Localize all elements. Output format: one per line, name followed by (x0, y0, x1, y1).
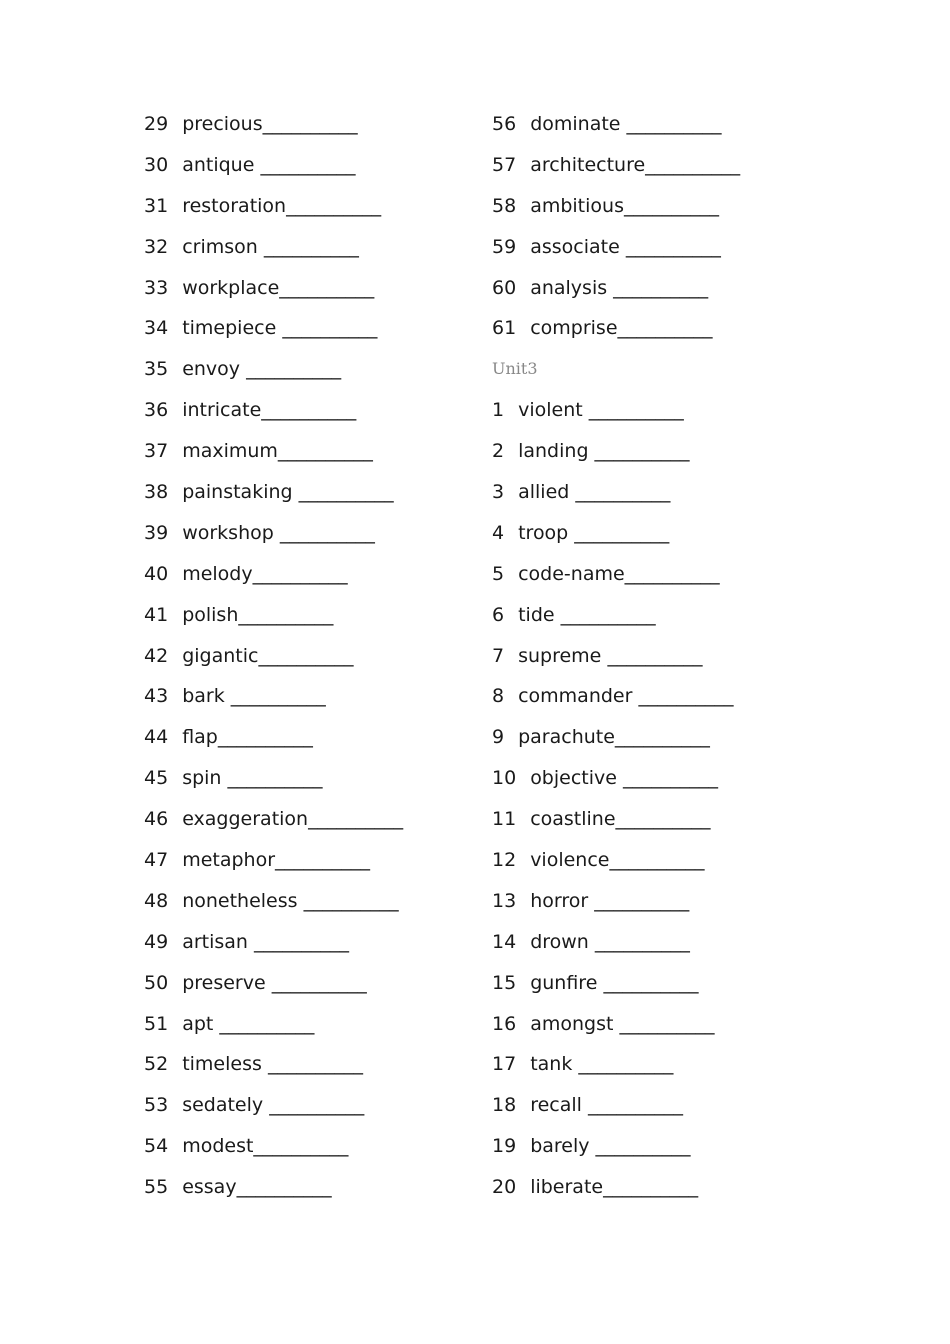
item-number: 13 (492, 889, 517, 912)
vocab-item-1 (492, 390, 822, 431)
answer-blank[interactable]: __________ (603, 971, 699, 994)
item-number: 6 (492, 603, 505, 626)
vocab-item-35 (144, 349, 474, 390)
item-number: 44 (144, 726, 169, 749)
answer-blank[interactable]: __________ (560, 603, 656, 626)
answer-blank[interactable]: __________ (625, 235, 721, 258)
item-number: 50 (144, 971, 169, 994)
item-word: parachute (518, 726, 615, 749)
item-number: 36 (144, 399, 169, 422)
vocab-item-36 (144, 390, 474, 431)
item-number: 1 (492, 399, 505, 422)
item-word: tide (518, 603, 555, 626)
item-word: workplace (182, 276, 280, 299)
right-column (492, 104, 822, 1208)
answer-blank[interactable]: __________ (279, 276, 375, 299)
left-column (144, 104, 474, 1208)
item-number: 4 (492, 521, 505, 544)
item-word: comprise (530, 317, 618, 340)
vocab-item-60 (492, 268, 822, 309)
item-number: 34 (144, 317, 169, 340)
vocab-item-16 (492, 1004, 822, 1045)
item-word: gigantic (182, 644, 259, 667)
answer-blank[interactable]: __________ (227, 767, 323, 790)
item-number: 38 (144, 481, 169, 504)
answer-blank[interactable]: __________ (254, 930, 350, 953)
answer-blank[interactable]: __________ (578, 1053, 674, 1076)
item-word: essay (182, 1176, 237, 1199)
item-word: dominate (530, 113, 621, 135)
item-word: bark (182, 685, 225, 708)
vocab-item-11 (492, 799, 822, 840)
vocab-item-53 (144, 1085, 474, 1126)
item-word: analysis (530, 276, 608, 299)
item-number: 2 (492, 440, 505, 463)
answer-blank[interactable]: __________ (236, 1176, 332, 1199)
vocab-item-31 (144, 186, 474, 227)
item-number: 10 (492, 767, 517, 790)
item-word: tank (530, 1053, 573, 1076)
answer-blank[interactable]: __________ (271, 971, 367, 994)
answer-blank[interactable]: __________ (253, 1135, 349, 1158)
vocab-item-17 (492, 1044, 822, 1085)
item-number: 17 (492, 1053, 517, 1076)
answer-blank[interactable]: __________ (303, 889, 399, 912)
item-number: 8 (492, 685, 505, 708)
item-word: supreme (518, 644, 602, 667)
item-number: 16 (492, 1012, 517, 1035)
answer-blank[interactable]: __________ (623, 194, 719, 217)
vocab-item-10 (492, 758, 822, 799)
answer-blank[interactable]: __________ (588, 399, 684, 422)
vocab-item-58 (492, 186, 822, 227)
item-number: 54 (144, 1135, 169, 1158)
answer-blank[interactable]: __________ (607, 644, 703, 667)
vocab-item-13 (492, 881, 822, 922)
vocab-item-30 (144, 145, 474, 186)
item-word: envoy (182, 358, 241, 381)
vocab-item-43 (144, 676, 474, 717)
item-word: amongst (530, 1012, 614, 1035)
answer-blank[interactable]: __________ (587, 1094, 683, 1117)
vocab-item-6 (492, 595, 822, 636)
item-word: nonetheless (182, 889, 298, 912)
answer-blank[interactable]: __________ (263, 235, 359, 258)
answer-blank[interactable]: __________ (594, 440, 690, 463)
vocab-item-38 (144, 472, 474, 513)
item-word: troop (518, 521, 569, 544)
answer-blank[interactable]: __________ (614, 726, 710, 749)
answer-blank[interactable]: __________ (623, 767, 718, 790)
item-word: precious (182, 113, 263, 135)
item-number: 42 (144, 644, 169, 667)
vocab-item-54 (144, 1126, 474, 1167)
answer-blank[interactable]: __________ (286, 194, 382, 217)
item-number: 45 (144, 767, 169, 790)
item-word: preserve (182, 971, 266, 994)
answer-blank[interactable]: __________ (217, 726, 313, 749)
answer-blank[interactable]: __________ (262, 113, 358, 135)
item-word: recall (530, 1094, 582, 1117)
item-word: violent (518, 399, 583, 422)
vocab-item-42 (144, 636, 474, 677)
item-number: 39 (144, 521, 169, 544)
answer-blank[interactable]: __________ (246, 358, 342, 381)
vocab-item-40 (144, 554, 474, 595)
answer-blank[interactable]: __________ (575, 481, 671, 504)
vocab-item-47 (144, 840, 474, 881)
answer-blank[interactable]: __________ (260, 153, 356, 176)
answer-blank[interactable]: __________ (624, 562, 720, 585)
item-number: 31 (144, 194, 169, 217)
item-word: painstaking (182, 481, 293, 504)
item-number: 57 (492, 153, 517, 176)
vocab-item-29 (144, 104, 474, 145)
vocab-item-33 (144, 268, 474, 309)
item-word: allied (518, 481, 570, 504)
vocab-item-5 (492, 554, 822, 595)
vocab-item-3 (492, 472, 822, 513)
vocab-item-2 (492, 431, 822, 472)
item-number: 59 (492, 235, 517, 258)
item-word: horror (530, 889, 589, 912)
item-number: 12 (492, 849, 517, 872)
vocab-item-32 (144, 227, 474, 268)
item-word: spin (182, 767, 222, 790)
vocab-item-52 (144, 1044, 474, 1085)
item-word: workshop (182, 521, 274, 544)
item-word: architecture (530, 153, 646, 176)
answer-blank[interactable]: __________ (230, 685, 326, 708)
item-number: 33 (144, 276, 169, 299)
vocab-item-7 (492, 636, 822, 677)
vocab-item-48 (144, 881, 474, 922)
vocab-item-15 (492, 963, 822, 1004)
answer-blank[interactable]: __________ (613, 276, 709, 299)
item-word: maximum (182, 440, 278, 463)
vocab-item-50 (144, 963, 474, 1004)
vocab-item-51 (144, 1004, 474, 1045)
item-number: 32 (144, 235, 169, 258)
item-number: 30 (144, 153, 169, 176)
vocab-item-61 (492, 308, 822, 349)
vocab-item-8 (492, 676, 822, 717)
answer-blank[interactable]: __________ (603, 1176, 699, 1199)
item-word: coastline (530, 808, 616, 831)
vocab-item-20 (492, 1167, 822, 1208)
item-word: intricate (182, 399, 262, 422)
vocab-item-56 (492, 104, 822, 145)
unit-heading: Unit3 (492, 359, 538, 379)
answer-blank[interactable]: __________ (574, 521, 670, 544)
vocab-item-37 (144, 431, 474, 472)
item-word: landing (518, 440, 589, 463)
item-number: 41 (144, 603, 169, 626)
vocab-item-45 (144, 758, 474, 799)
item-word: antique (182, 153, 255, 176)
item-word: timeless (182, 1053, 262, 1076)
item-number: 14 (492, 930, 517, 953)
item-number: 19 (492, 1135, 517, 1158)
item-word: barely (530, 1135, 590, 1158)
answer-blank[interactable]: __________ (619, 1012, 715, 1035)
item-number: 49 (144, 930, 169, 953)
item-number: 52 (144, 1053, 169, 1076)
vocab-item-44 (144, 717, 474, 758)
item-number: 20 (492, 1176, 517, 1199)
item-number: 48 (144, 889, 169, 912)
item-word: drown (530, 930, 589, 953)
vocab-item-9 (492, 717, 822, 758)
answer-blank[interactable]: __________ (298, 481, 394, 504)
item-number: 53 (144, 1094, 169, 1117)
item-word: code-name (518, 562, 625, 585)
answer-blank[interactable]: __________ (267, 1053, 363, 1076)
item-word: crimson (182, 235, 258, 258)
answer-blank[interactable]: __________ (615, 808, 711, 831)
item-number: 60 (492, 276, 517, 299)
item-number: 40 (144, 562, 169, 585)
answer-blank[interactable]: __________ (282, 317, 378, 340)
right-bottom-list (492, 390, 822, 1208)
item-word: sedately (182, 1094, 264, 1117)
item-number: 56 (492, 113, 517, 135)
answer-blank[interactable]: __________ (275, 849, 371, 872)
answer-blank[interactable]: __________ (238, 603, 334, 626)
item-word: gunfire (530, 971, 598, 994)
item-word: associate (530, 235, 620, 258)
item-word: exaggeration (182, 808, 309, 831)
vocab-item-59 (492, 227, 822, 268)
item-word: flap (182, 726, 218, 749)
item-word: restoration (182, 194, 287, 217)
item-number: 9 (492, 726, 505, 749)
answer-blank[interactable]: __________ (609, 849, 705, 872)
vocab-item-14 (492, 922, 822, 963)
item-number: 43 (144, 685, 169, 708)
item-word: modest (182, 1135, 254, 1158)
item-number: 51 (144, 1012, 169, 1035)
item-number: 35 (144, 358, 169, 381)
vocab-item-46 (144, 799, 474, 840)
item-word: melody (182, 562, 253, 585)
answer-blank[interactable]: __________ (645, 153, 741, 176)
vocab-item-55 (144, 1167, 474, 1208)
item-word: timepiece (182, 317, 277, 340)
answer-blank[interactable]: __________ (617, 317, 713, 340)
item-word: ambitious (530, 194, 624, 217)
item-number: 61 (492, 317, 517, 340)
item-number: 15 (492, 971, 517, 994)
item-number: 5 (492, 562, 505, 585)
item-word: metaphor (182, 849, 276, 872)
answer-blank[interactable]: __________ (269, 1094, 365, 1117)
vocab-item-41 (144, 595, 474, 636)
answer-blank[interactable]: __________ (258, 644, 354, 667)
vocab-item-18 (492, 1085, 822, 1126)
item-word: objective (530, 767, 617, 790)
item-number: 3 (492, 481, 505, 504)
vocab-item-49 (144, 922, 474, 963)
item-number: 58 (492, 194, 517, 217)
answer-blank[interactable]: __________ (595, 1135, 691, 1158)
item-word: polish (182, 603, 239, 626)
answer-blank[interactable]: __________ (626, 113, 722, 135)
item-word: apt (182, 1012, 214, 1035)
vocab-item-12 (492, 840, 822, 881)
item-number: 18 (492, 1094, 517, 1117)
answer-blank[interactable]: __________ (308, 808, 404, 831)
item-number: 37 (144, 440, 169, 463)
answer-blank[interactable]: __________ (594, 889, 690, 912)
vocab-item-34 (144, 308, 474, 349)
item-word: artisan (182, 930, 248, 953)
answer-blank[interactable]: __________ (594, 930, 690, 953)
item-number: 7 (492, 644, 505, 667)
answer-blank[interactable]: __________ (261, 399, 357, 422)
item-number: 47 (144, 849, 169, 872)
item-number: 11 (492, 808, 517, 831)
right-top-list (492, 104, 822, 349)
item-number: 29 (144, 113, 169, 135)
vocab-item-57 (492, 145, 822, 186)
answer-blank[interactable]: __________ (279, 521, 375, 544)
answer-blank[interactable]: __________ (219, 1012, 315, 1035)
item-number: 55 (144, 1176, 169, 1199)
vocab-item-4 (492, 513, 822, 554)
answer-blank[interactable]: __________ (252, 562, 348, 585)
item-word: commander (518, 685, 633, 708)
answer-blank[interactable]: __________ (277, 440, 373, 463)
vocab-item-39 (144, 513, 474, 554)
answer-blank[interactable]: __________ (638, 685, 734, 708)
item-word: liberate (530, 1176, 604, 1199)
vocab-item-19 (492, 1126, 822, 1167)
item-number: 46 (144, 808, 169, 831)
item-word: violence (530, 849, 610, 872)
